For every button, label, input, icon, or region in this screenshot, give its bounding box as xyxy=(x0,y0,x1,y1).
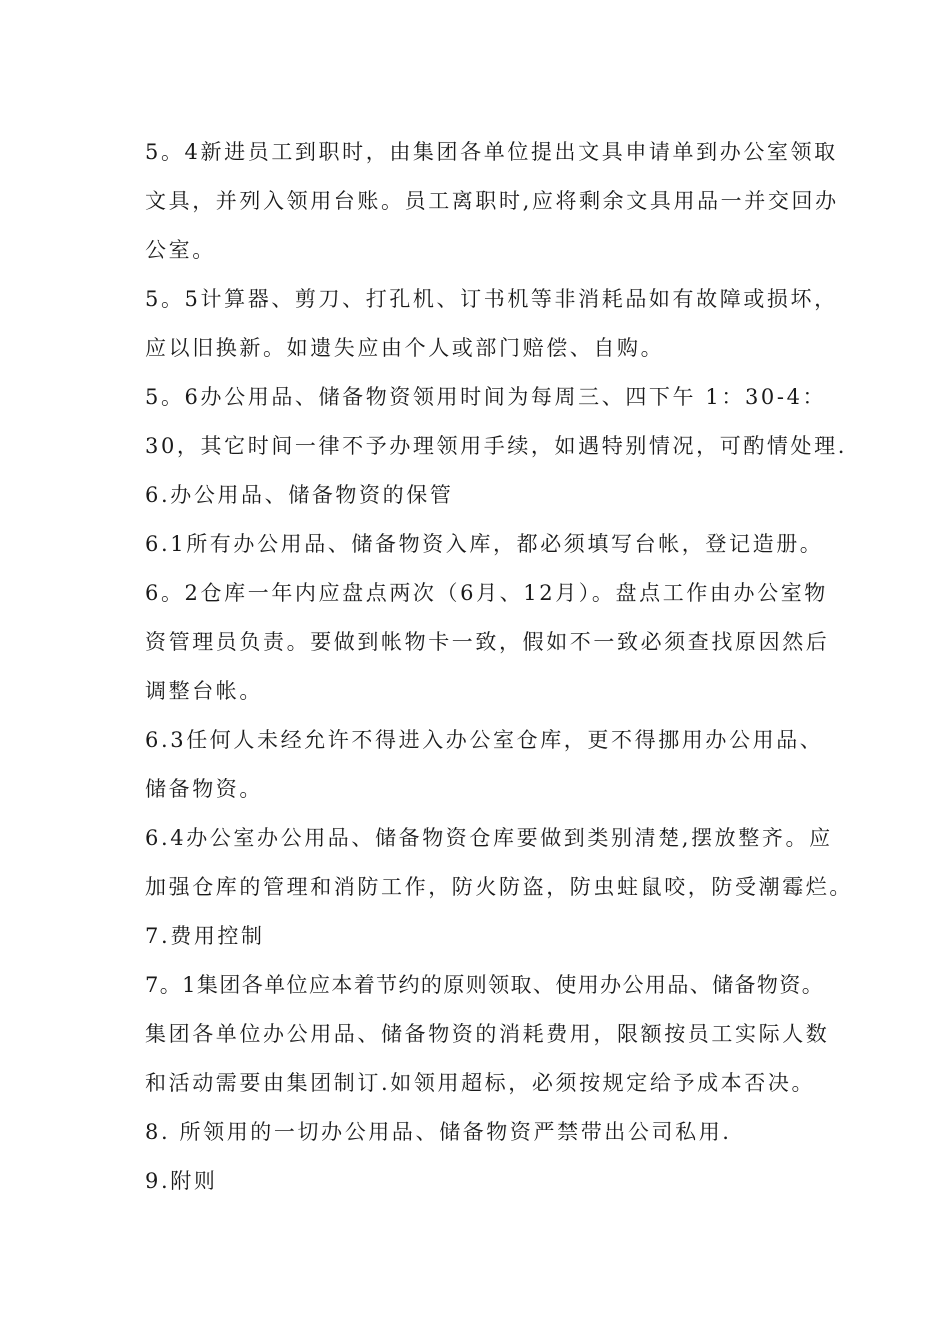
text-line: 5。6办公用品、储备物资领用时间为每周三、四下午 1：30-4： xyxy=(145,385,827,409)
text-line: 30，其它时间一律不予办理领用手续，如遇特别情况，可酌情处理. xyxy=(145,434,847,458)
section-heading: 7.费用控制 xyxy=(145,924,265,948)
text-line: 储备物资。 xyxy=(145,777,263,801)
text-line: 应以旧换新。如遗失应由个人或部门赔偿、自购。 xyxy=(145,336,665,360)
section-heading: 9.附则 xyxy=(145,1169,218,1193)
text-line: 5。4新进员工到职时，由集团各单位提出文具申请单到办公室领取 xyxy=(145,140,838,164)
text-line: 调整台帐。 xyxy=(145,679,263,703)
text-line: 5。5计算器、剪刀、打孔机、订书机等非消耗品如有故障或损坏， xyxy=(145,287,838,311)
text-line: 6.3任何人未经允许不得进入办公室仓库，更不得挪用办公用品、 xyxy=(145,728,824,752)
text-line: 公室。 xyxy=(145,238,216,262)
text-line: 资管理员负责。要做到帐物卡一致，假如不一致必须查找原因然后 xyxy=(145,630,830,654)
section-heading: 6.办公用品、储备物资的保管 xyxy=(145,483,454,507)
text-line: 6。2仓库一年内应盘点两次（6月、12月）。盘点工作由办公室物 xyxy=(145,581,828,605)
text-line: 加强仓库的管理和消防工作，防火防盗，防虫蛀鼠咬，防受潮霉烂。 xyxy=(145,875,853,899)
text-line: 和活动需要由集团制订.如领用超标，必须按规定给予成本否决。 xyxy=(145,1071,816,1095)
text-line: 集团各单位办公用品、储备物资的消耗费用，限额按员工实际人数 xyxy=(145,1022,830,1046)
text-line: 文具，并列入领用台账。员工离职时,应将剩余文具用品一并交回办 xyxy=(145,189,839,213)
text-line: 7。1集团各单位应本着节约的原则领取、使用办公用品、储备物资。 xyxy=(145,973,825,997)
text-line: 6.4办公室办公用品、储备物资仓库要做到类别清楚,摆放整齐。应 xyxy=(145,826,833,850)
document-body xyxy=(145,128,853,1206)
section-heading: 8. 所领用的一切办公用品、储备物资严禁带出公司私用. xyxy=(145,1120,732,1144)
text-line: 6.1所有办公用品、储备物资入库，都必须填写台帐，登记造册。 xyxy=(145,532,824,556)
